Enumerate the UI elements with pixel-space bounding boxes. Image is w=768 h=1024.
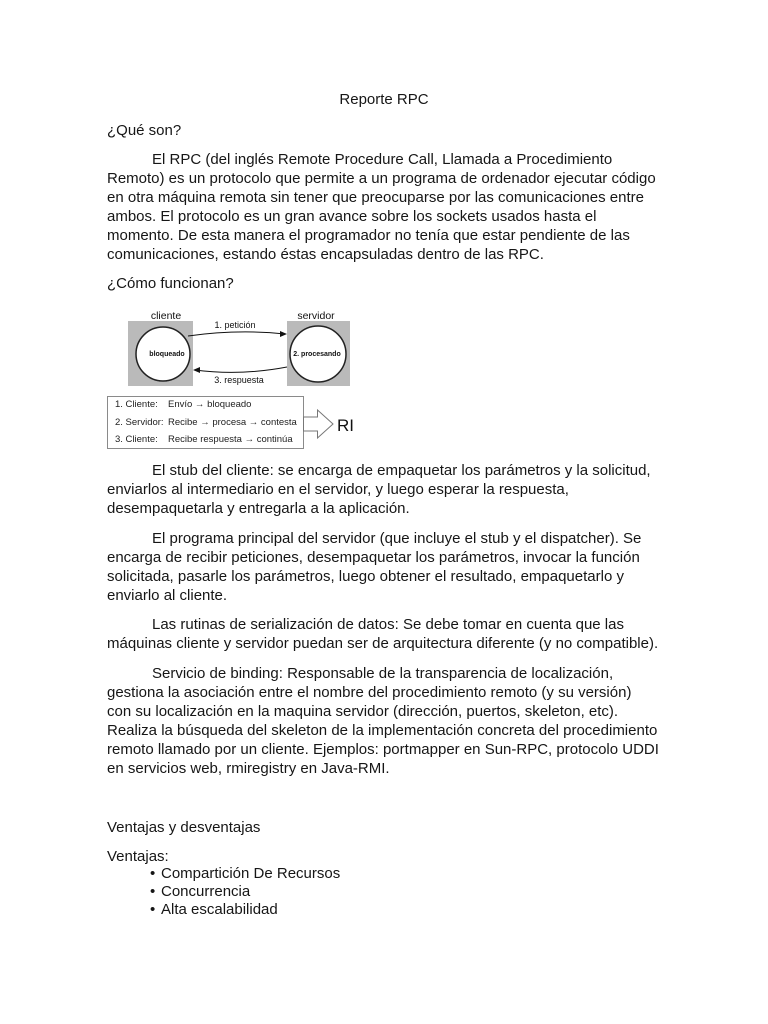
step-text: Recibe respuesta → continúa: [168, 434, 293, 445]
request-arrowhead: [280, 331, 287, 337]
paragraph-line: gestiona la asociación entre el nombre del procedimiento remoto (y su versión): [107, 684, 632, 701]
list-item-text: Alta escalabilidad: [161, 901, 278, 918]
request-label: 1. petición: [214, 320, 256, 330]
bullet-icon: •: [150, 901, 156, 918]
paragraph-line: ambos. El protocolo es un gran avance sobre los sockets usados hasta el: [107, 208, 597, 225]
section-heading-que-son: ¿Qué son?: [107, 122, 182, 139]
list-item: [150, 901, 340, 919]
request-arrow: [188, 332, 285, 336]
server-label: servidor: [297, 310, 335, 322]
step-text: Envío → bloqueado: [168, 399, 252, 410]
document-title: Reporte RPC: [339, 91, 429, 108]
paragraph-binding: [107, 664, 659, 778]
list-item: [150, 865, 340, 883]
paragraph-stub-cliente: [107, 461, 651, 518]
paragraph-line: El programa principal del servidor (que incluye el stub y el dispatcher). Se: [152, 530, 642, 547]
paragraph-line: encarga de recibir peticiones, desempaquetar los parámetros, invocar la función: [107, 549, 640, 566]
paragraph-rpc-definition: [107, 150, 656, 264]
paragraph-line: comunicaciones, estando éstas encapsuladas dentro de las RPC.: [107, 246, 544, 263]
client-state-label: bloqueado: [149, 351, 185, 358]
response-label: 3. respuesta: [214, 375, 264, 385]
paragraph-line: en servicios web, rmiregistry en Java-RMI.: [107, 760, 390, 777]
ventajas-label: Ventajas:: [107, 848, 169, 865]
paragraph-line: Las rutinas de serialización de datos: Se debe tomar en cuenta que las: [152, 616, 624, 633]
paragraph-line: con su localización en la maquina servidor (dirección, puertos, skeleton, etc).: [107, 703, 619, 720]
rpc-diagram: [100, 305, 360, 460]
paragraph-line: solicitada, pasarle los parámetros, luego obtener el resultado, empaquetarlo y: [107, 568, 624, 585]
section-heading-como-funcionan: ¿Cómo funcionan?: [107, 275, 234, 292]
step-label: 1. Cliente:: [115, 399, 158, 410]
paragraph-line: El RPC (del inglés Remote Procedure Call, Llamada a Procedimiento: [152, 151, 613, 168]
client-label: cliente: [150, 310, 182, 322]
arrow-target-label: RI: [337, 416, 354, 435]
list-item-text: Concurrencia: [161, 883, 251, 900]
paragraph-programa-servidor: [107, 529, 641, 605]
block-arrow-icon: [304, 410, 334, 438]
paragraph-line: enviarlo al cliente.: [107, 587, 228, 604]
paragraph-line: El stub del cliente: se encarga de empaquetar los parámetros y la solicitud,: [152, 462, 651, 479]
bullet-icon: •: [150, 865, 156, 882]
step-text: Recibe → procesa → contesta: [168, 417, 297, 428]
paragraph-line: en otra máquina remota sin tener que preocuparse por las comunicaciones entre: [107, 189, 644, 206]
paragraph-line: Servicio de binding: Responsable de la transparencia de localización,: [152, 665, 614, 682]
list-item-text: Compartición De Recursos: [161, 865, 341, 882]
step-label: 3. Cliente:: [115, 434, 158, 445]
paragraph-line: Realiza la búsqueda del skeleton de la implementación concreta del procedimiento: [107, 722, 658, 739]
bullet-icon: •: [150, 883, 156, 900]
ventajas-list: [150, 865, 340, 919]
section-heading-ventajas-desventajas: Ventajas y desventajas: [107, 819, 261, 836]
paragraph-line: remoto llamado por un cliente. Ejemplos: portmapper en Sun-RPC, protocolo UDDI: [107, 741, 659, 758]
paragraph-line: máquinas cliente y servidor puedan ser de arquitectura diferente (y no compatible).: [107, 635, 659, 652]
list-item: [150, 883, 340, 901]
server-state-label: 2. procesando: [293, 351, 341, 358]
step-label: 2. Servidor:: [115, 417, 164, 428]
paragraph-line: Remoto) es un protocolo que permite a un programa de ordenador ejecutar código: [107, 170, 656, 187]
response-arrow: [195, 367, 287, 372]
paragraph-line: desempaquetarla y entregarla a la aplicación.: [107, 500, 410, 517]
paragraph-serializacion: [107, 615, 658, 653]
paragraph-line: enviarlos al intermediario en el servidor, y luego esperar la respuesta,: [107, 481, 569, 498]
response-arrowhead: [193, 367, 200, 373]
paragraph-line: momento. De esta manera el programador no tenía que estar pendiente de las: [107, 227, 630, 244]
